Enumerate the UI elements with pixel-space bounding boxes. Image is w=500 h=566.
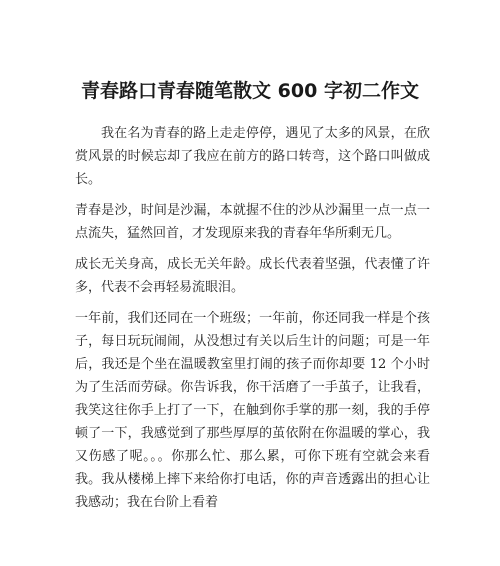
paragraph-intro: 我在名为青春的路上走走停停，遇见了太多的风景，在欣赏风景的时候忘却了我应在前方的路口转弯，这个路口叫做成长。	[75, 126, 430, 187]
document-body	[75, 122, 430, 522]
paragraph-sand: 青春是沙，时间是沙漏，本就握不住的沙从沙漏里一点一点一点流失，猛然回首，才发现原来我的青春年华所剩无几。	[75, 203, 430, 241]
paragraph-growth: 成长无关身高，成长无关年龄。成长代表着坚强，代表懂了许多，代表不会再轻易流眼泪。	[75, 257, 430, 295]
paragraph-friend: 一年前，我们还同在一个班级；一年前，你还同我一样是个孩子，每日玩玩闹闹，从没想过有关以后生计的问题；可是一年后，我还是个坐在温暖教室里打闹的孩子而你却要 12 个小时为了生活而劳碌。你告诉我，你干活磨了一手茧子，让我看，我笑这往你手上打了一下，在触到你手掌的那一刻，我的手停顿了一下，我感觉到了那些厚厚的茧依附在你温暖的掌心，我又伤感了呢。。。你那么忙、那么累，可你下班有空就会来看我。我从楼梯上摔下来给你打电话，你的声音透露出的担心让我感动；我在台阶上看着	[75, 311, 430, 510]
document-title: 青春路口青春随笔散文 600 字初二作文	[81, 80, 419, 102]
